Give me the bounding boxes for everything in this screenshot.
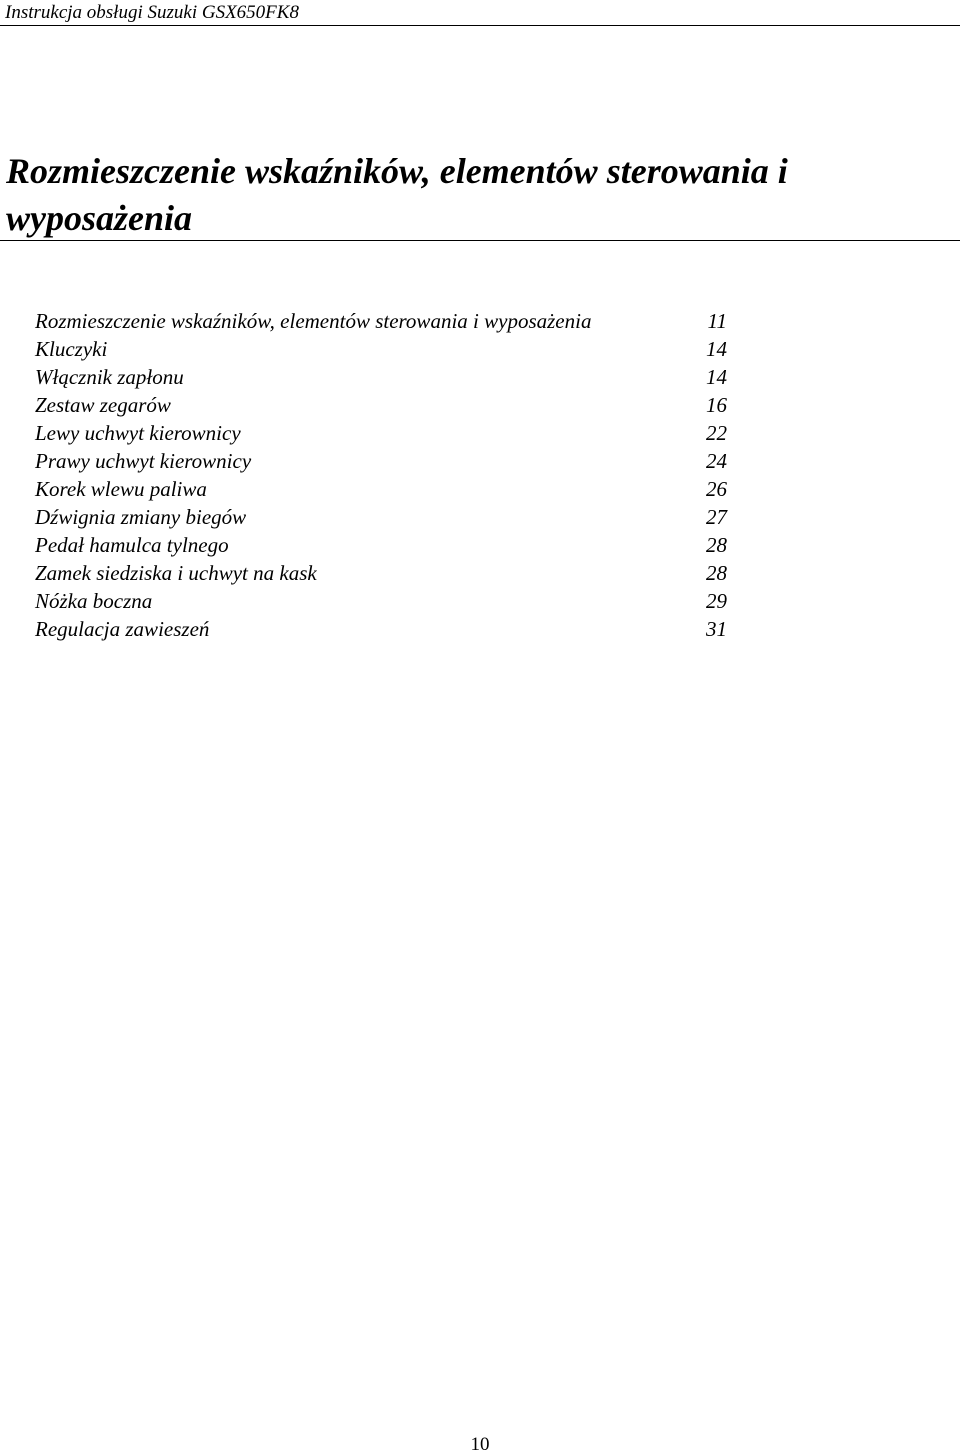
title-rule	[0, 240, 960, 241]
toc-entry[interactable]	[35, 615, 727, 643]
toc-entry-page: 16	[706, 393, 727, 417]
toc-entry-label: Nóżka boczna	[35, 589, 153, 613]
toc-entry-page: 22	[706, 421, 727, 445]
toc-entry-label: Dźwignia zmiany biegów	[35, 505, 247, 529]
toc-entry-page: 29	[706, 589, 727, 613]
toc-entry-page: 28	[706, 561, 727, 585]
toc-entry[interactable]	[35, 587, 727, 615]
toc-entry-label: Rozmieszczenie wskaźników, elementów sterowania i wyposażenia	[35, 309, 592, 333]
toc-entry-label: Prawy uchwyt kierownicy	[35, 449, 252, 473]
toc-entry-label: Zamek siedziska i uchwyt na kask	[35, 561, 317, 585]
toc-entry-page: 28	[706, 533, 727, 557]
toc-entry[interactable]	[35, 447, 727, 475]
toc-entry[interactable]	[35, 419, 727, 447]
toc-entry[interactable]	[35, 559, 727, 587]
table-of-contents	[35, 307, 727, 643]
toc-entry-label: Zestaw zegarów	[35, 393, 171, 417]
toc-entry[interactable]	[35, 363, 727, 391]
toc-entry-page: 24	[706, 449, 727, 473]
toc-entry[interactable]	[35, 475, 727, 503]
toc-entry-label: Włącznik zapłonu	[35, 365, 184, 389]
toc-entry[interactable]	[35, 307, 727, 335]
running-header: Instrukcja obsługi Suzuki GSX650FK8	[5, 2, 299, 23]
toc-entry-page: 27	[706, 505, 727, 529]
toc-entry-label: Korek wlewu paliwa	[35, 477, 207, 501]
toc-entry[interactable]	[35, 391, 727, 419]
toc-entry[interactable]	[35, 531, 727, 559]
toc-entry[interactable]	[35, 503, 727, 531]
toc-entry-label: Kluczyki	[35, 337, 108, 361]
toc-entry-page: 31	[706, 617, 727, 641]
toc-entry-page: 11	[707, 309, 727, 333]
section-title: Rozmieszczenie wskaźników, elementów sterowania i wyposażenia	[6, 151, 788, 238]
toc-entry-page: 26	[706, 477, 727, 501]
toc-entry-page: 14	[706, 365, 727, 389]
header-rule	[0, 25, 960, 26]
toc-entry-page: 14	[706, 337, 727, 361]
toc-entry[interactable]	[35, 335, 727, 363]
toc-entry-label: Regulacja zawieszeń	[35, 617, 210, 641]
page-number: 10	[470, 1434, 490, 1455]
toc-entry-label: Pedał hamulca tylnego	[35, 533, 229, 557]
toc-entry-label: Lewy uchwyt kierownicy	[35, 421, 241, 445]
